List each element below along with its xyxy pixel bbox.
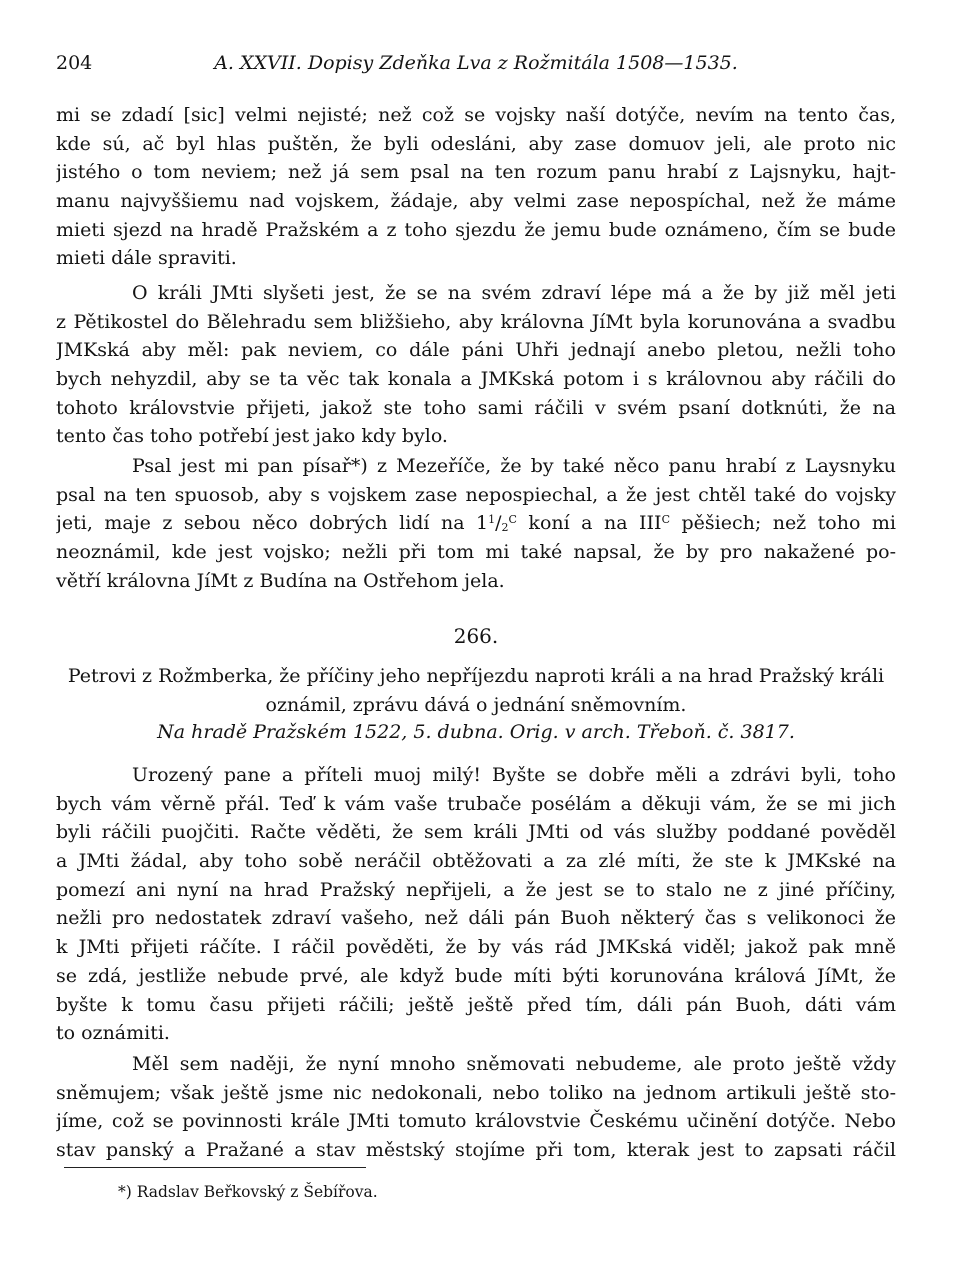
fraction-denominator: 2 [501,521,509,535]
text-line: k JMti přijeti ráčíte. I ráčil pověděti, že by vás rád JMKská viděl; jakož pak mně [56,936,896,959]
paragraph-4 [56,761,896,1048]
running-title: A. XXVII. Dopisy Zdeňka Lva z Rožmitála 1508—1535. [214,52,738,74]
paragraph-1 [56,101,896,273]
text-line: z Pětikostel do Bělehradu sem bližšieho, aby královna JíMt byla korunována a svadbu [56,310,896,333]
text-line: jíme, což se povinnosti krále JMti tomuto královstvie Českému učinění dotýče. Nebo [56,1110,896,1133]
text-line: jeti, maje z sebou něco dobrých lidí na $1^1/_2^C$ koní a na $III^C$ pěšiech; než toho mi [56,512,896,535]
text-line: se zdá, jestliže nebude prvé, ale když bude míti býti korunována králová JíMt, že [56,964,896,987]
text-line: JMKská aby měl: pak neviem, co dále páni Uhři jednají anebo pletou, nežli toho [56,339,896,362]
text-line: byšte k tomu času přijeti ráčili; ještě ještě před tím, dáli pán Buoh, dáti vám [56,993,896,1016]
summary-line: oznámil, zprávu dává o jednání sněmovním. [265,693,687,716]
text-line: mieti dále spraviti. [56,247,237,270]
text-line: větří královna JíMt z Budína na Ostřehom jela. [56,569,505,592]
text-line: a JMti žádal, aby toho sobě neráčil obtěžovati a za zlé míti, že ste k JMKské na [56,850,896,873]
text-line: tohoto královstvie přijeti, jakož ste toho sami ráčili v svém psaní dotknúti, že na [56,396,896,419]
text-line: mieti sjezd na hradě Pražském a z toho sjezdu že jemu bude oznámeno, čím se bude [56,218,896,241]
text-line: byli ráčili puojčiti. Račte věděti, že sem králi JMti od vás služby poddané pověděl [56,821,896,844]
footnote-rule [64,1167,366,1168]
page-number: 204 [56,52,93,74]
text-line: bych vám věrně přál. Teď k vám vaše trubače posélám a děkuji vám, že se mi jich [56,792,896,815]
text-line: neoznámil, kde jest vojsko; nežli při tom mi také napsal, že by pro nakažené po- [56,541,896,564]
text-line: tento čas toho potřebí jest jako kdy bylo. [56,425,448,448]
summary-line: Petrovi z Rožmberka, že příčiny jeho nepříjezdu naproti králi a na hrad Pražský králi [67,665,885,687]
text-line: jistého o tom neviem; než já sem psal na ten rozum panu hrabí z Lajsnyku, hajt- [56,161,896,184]
running-head [56,48,896,78]
letter-summary [56,662,896,719]
paragraph-3 [56,452,896,595]
paragraph-2 [56,279,896,451]
text-line: to oznámiti. [56,1022,170,1045]
centum-mark: C [661,513,670,527]
centum-mark: C [508,513,517,527]
text-line: stav panský a Pražané a stav městský stojíme při tom, kterak jest to zapsati ráčil [56,1139,896,1162]
text-line: Měl sem naději, že nyní mnoho sněmovati nebudeme, ale proto ještě vždy [132,1053,896,1075]
footnote: *) Radslav Beřkovský z Šebířova. [118,1183,378,1201]
text-line: kde sú, ač byl hlas puštěn, že byli odesláni, aby zase domuov jeli, ale proto nic [56,132,896,155]
text-line: pomezí ani nyní na hrad Pražský nepřijeli, a že jest se to stalo ne z jiné příčiny, [56,878,896,901]
paragraph-5 [56,1050,896,1165]
letter-dateline: Na hradě Pražském 1522, 5. dubna. Orig. v arch. Třeboň. č. 3817. [157,721,795,743]
text-line: Urozený pane a příteli muoj milý! Byšte se dobře měli a zdrávi byli, toho [132,764,896,786]
text-line: Psal jest mi pan písař*) z Mezeříče, že by také něco panu hrabí z Laysnyku [132,455,896,477]
text-line: mi se zdadí [sic] velmi nejisté; než což se vojsky naší dotýče, nevím na tento čas, [56,104,896,126]
text-line: manu najvyššiemu nad vojskem, žádaje, aby velmi zase nepospíchal, než že máme [56,190,896,213]
letter-number: 266. [453,624,499,648]
text-line: O králi JMti slyšeti jest, že se na svém zdraví lépe má a že by již měl jeti [132,282,896,304]
text-line: psal na ten spuosob, aby s vojskem zase nepospiechal, a že jest chtěl také do vojsky [56,483,896,506]
text-line: sněmujem; však ještě jsme nic nedokonali, nebo toliko na jednom artikuli ještě sto- [56,1081,896,1104]
fraction-numerator: 1 [488,513,496,527]
text-line: nežli pro nedostatek zdraví vašeho, než dáli pán Buoh některý čas s velikonoci že [56,907,896,930]
text-line: bych nehyzdil, aby se ta věc tak konala a JMKská potom i s královnou aby ráčili do [56,368,896,391]
